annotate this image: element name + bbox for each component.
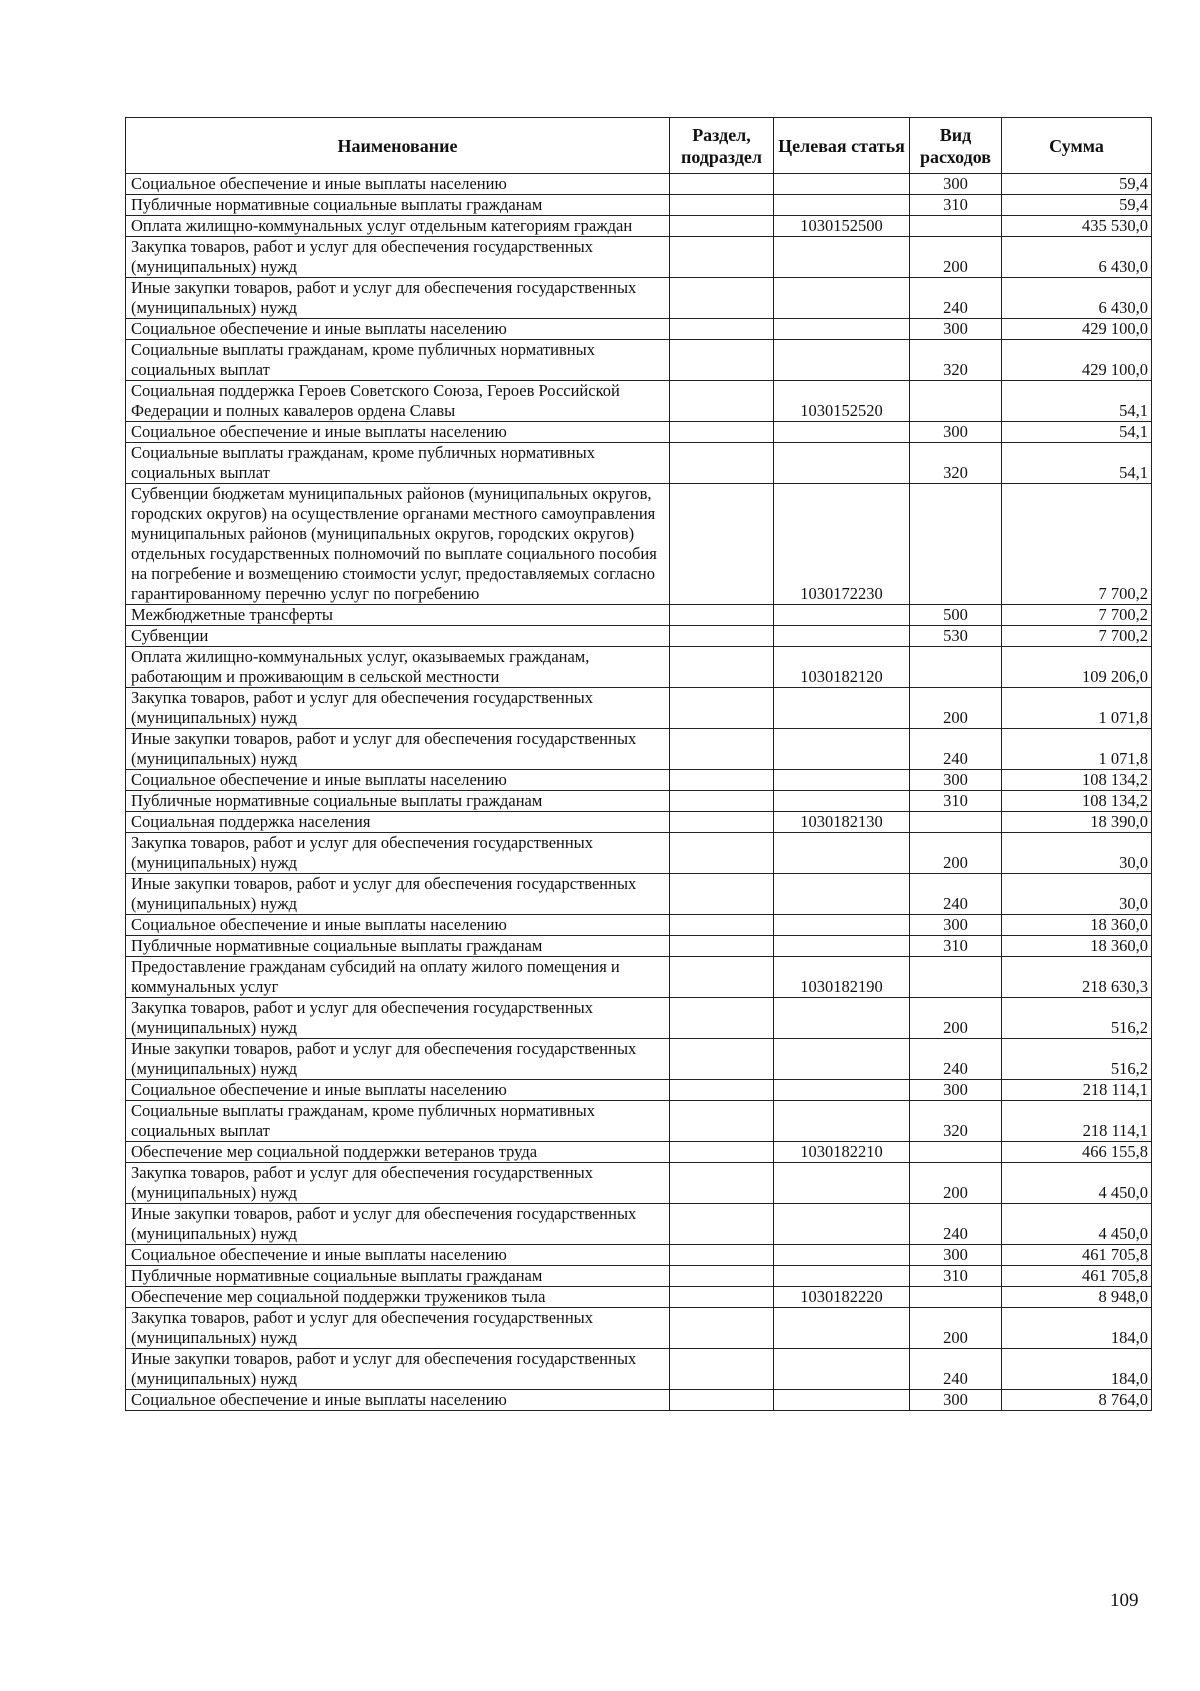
cell-name: Иные закупки товаров, работ и услуг для обеспечения государственных (муниципальных) нужд <box>126 1204 670 1245</box>
cell-vid: 240 <box>910 1039 1002 1080</box>
cell-target <box>774 237 910 278</box>
cell-name: Межбюджетные трансферты <box>126 605 670 626</box>
table-row <box>126 1245 1152 1266</box>
cell-name: Иные закупки товаров, работ и услуг для обеспечения государственных (муниципальных) нужд <box>126 1349 670 1390</box>
table-header <box>126 118 1152 174</box>
cell-razdel <box>670 647 774 688</box>
table-row <box>126 319 1152 340</box>
cell-razdel <box>670 605 774 626</box>
cell-sum: 1 071,8 <box>1002 729 1152 770</box>
cell-vid: 310 <box>910 791 1002 812</box>
cell-razdel <box>670 770 774 791</box>
cell-target <box>774 340 910 381</box>
cell-razdel <box>670 195 774 216</box>
cell-razdel <box>670 381 774 422</box>
cell-vid: 300 <box>910 915 1002 936</box>
cell-sum: 8 764,0 <box>1002 1390 1152 1411</box>
cell-vid: 300 <box>910 1390 1002 1411</box>
cell-vid: 300 <box>910 1245 1002 1266</box>
cell-vid: 200 <box>910 688 1002 729</box>
table-row <box>126 1349 1152 1390</box>
cell-vid: 320 <box>910 340 1002 381</box>
cell-target <box>774 1245 910 1266</box>
cell-razdel <box>670 812 774 833</box>
cell-target <box>774 1308 910 1349</box>
cell-vid: 240 <box>910 1204 1002 1245</box>
cell-sum: 54,1 <box>1002 381 1152 422</box>
cell-name: Обеспечение мер социальной поддержки тружеников тыла <box>126 1287 670 1308</box>
cell-sum: 516,2 <box>1002 998 1152 1039</box>
table-row <box>126 647 1152 688</box>
page-number: 109 <box>1110 1590 1139 1611</box>
cell-target: 1030182220 <box>774 1287 910 1308</box>
cell-target <box>774 1101 910 1142</box>
table-row <box>126 791 1152 812</box>
cell-razdel <box>670 443 774 484</box>
table-row <box>126 237 1152 278</box>
cell-razdel <box>670 1287 774 1308</box>
cell-sum: 218 114,1 <box>1002 1101 1152 1142</box>
table-body <box>126 174 1152 1411</box>
cell-sum: 108 134,2 <box>1002 770 1152 791</box>
cell-vid: 240 <box>910 729 1002 770</box>
cell-razdel <box>670 833 774 874</box>
table-row <box>126 422 1152 443</box>
table-row <box>126 729 1152 770</box>
cell-vid: 300 <box>910 174 1002 195</box>
cell-vid: 200 <box>910 1163 1002 1204</box>
cell-vid: 320 <box>910 1101 1002 1142</box>
cell-name: Субвенции <box>126 626 670 647</box>
header-row <box>126 118 1152 174</box>
cell-vid: 530 <box>910 626 1002 647</box>
cell-vid <box>910 1142 1002 1163</box>
cell-name: Иные закупки товаров, работ и услуг для обеспечения государственных (муниципальных) нужд <box>126 278 670 319</box>
cell-sum: 18 360,0 <box>1002 936 1152 957</box>
cell-vid: 500 <box>910 605 1002 626</box>
cell-razdel <box>670 319 774 340</box>
cell-target <box>774 1266 910 1287</box>
cell-name: Социальные выплаты гражданам, кроме публичных нормативных социальных выплат <box>126 443 670 484</box>
cell-vid: 310 <box>910 936 1002 957</box>
cell-vid <box>910 216 1002 237</box>
table-row <box>126 936 1152 957</box>
cell-name: Оплата жилищно-коммунальных услуг, оказываемых гражданам, работающим и проживающим в сельской местности <box>126 647 670 688</box>
cell-name: Публичные нормативные социальные выплаты гражданам <box>126 791 670 812</box>
header-razdel: Раздел, подраздел <box>670 118 774 174</box>
cell-sum: 184,0 <box>1002 1349 1152 1390</box>
cell-name: Социальное обеспечение и иные выплаты населению <box>126 1390 670 1411</box>
cell-vid: 300 <box>910 422 1002 443</box>
cell-razdel <box>670 1266 774 1287</box>
cell-target <box>774 770 910 791</box>
cell-razdel <box>670 998 774 1039</box>
cell-sum: 7 700,2 <box>1002 605 1152 626</box>
cell-target <box>774 626 910 647</box>
header-target: Целевая статья <box>774 118 910 174</box>
table-row <box>126 278 1152 319</box>
cell-vid <box>910 381 1002 422</box>
cell-vid: 200 <box>910 1308 1002 1349</box>
table-row <box>126 812 1152 833</box>
cell-target <box>774 605 910 626</box>
cell-name: Социальное обеспечение и иные выплаты населению <box>126 174 670 195</box>
cell-name: Социальное обеспечение и иные выплаты населению <box>126 319 670 340</box>
cell-sum: 461 705,8 <box>1002 1245 1152 1266</box>
cell-target <box>774 874 910 915</box>
cell-razdel <box>670 1039 774 1080</box>
table-row <box>126 381 1152 422</box>
cell-target: 1030152520 <box>774 381 910 422</box>
cell-razdel <box>670 791 774 812</box>
table-row <box>126 1390 1152 1411</box>
cell-razdel <box>670 957 774 998</box>
cell-razdel <box>670 1204 774 1245</box>
cell-sum: 218 630,3 <box>1002 957 1152 998</box>
cell-vid <box>910 647 1002 688</box>
cell-razdel <box>670 174 774 195</box>
cell-vid: 240 <box>910 1349 1002 1390</box>
cell-razdel <box>670 422 774 443</box>
cell-name: Социальное обеспечение и иные выплаты населению <box>126 1080 670 1101</box>
cell-razdel <box>670 1080 774 1101</box>
cell-target: 1030182120 <box>774 647 910 688</box>
cell-name: Социальные выплаты гражданам, кроме публичных нормативных социальных выплат <box>126 1101 670 1142</box>
budget-table <box>125 117 1152 1411</box>
cell-name: Оплата жилищно-коммунальных услуг отдельным категориям граждан <box>126 216 670 237</box>
table-row <box>126 1204 1152 1245</box>
cell-sum: 516,2 <box>1002 1039 1152 1080</box>
cell-name: Социальные выплаты гражданам, кроме публичных нормативных социальных выплат <box>126 340 670 381</box>
cell-name: Публичные нормативные социальные выплаты гражданам <box>126 1266 670 1287</box>
cell-vid: 240 <box>910 278 1002 319</box>
cell-target <box>774 1080 910 1101</box>
cell-name: Закупка товаров, работ и услуг для обеспечения государственных (муниципальных) нужд <box>126 1163 670 1204</box>
cell-vid <box>910 957 1002 998</box>
cell-sum: 4 450,0 <box>1002 1204 1152 1245</box>
cell-sum: 54,1 <box>1002 443 1152 484</box>
table-row <box>126 216 1152 237</box>
cell-target <box>774 174 910 195</box>
header-vid: Вид расходов <box>910 118 1002 174</box>
table-row <box>126 1039 1152 1080</box>
cell-name: Предоставление гражданам субсидий на оплату жилого помещения и коммунальных услуг <box>126 957 670 998</box>
cell-name: Социальная поддержка населения <box>126 812 670 833</box>
table-row <box>126 174 1152 195</box>
cell-target <box>774 833 910 874</box>
cell-razdel <box>670 1101 774 1142</box>
cell-sum: 30,0 <box>1002 833 1152 874</box>
cell-target <box>774 422 910 443</box>
cell-vid: 300 <box>910 770 1002 791</box>
cell-vid: 320 <box>910 443 1002 484</box>
cell-razdel <box>670 1142 774 1163</box>
header-sum: Сумма <box>1002 118 1152 174</box>
cell-sum: 109 206,0 <box>1002 647 1152 688</box>
cell-name: Социальное обеспечение и иные выплаты населению <box>126 770 670 791</box>
cell-name: Социальное обеспечение и иные выплаты населению <box>126 422 670 443</box>
table-row <box>126 1287 1152 1308</box>
cell-target <box>774 443 910 484</box>
cell-sum: 54,1 <box>1002 422 1152 443</box>
cell-razdel <box>670 936 774 957</box>
cell-target <box>774 729 910 770</box>
cell-target <box>774 1163 910 1204</box>
cell-name: Закупка товаров, работ и услуг для обеспечения государственных (муниципальных) нужд <box>126 237 670 278</box>
cell-razdel <box>670 278 774 319</box>
cell-razdel <box>670 1349 774 1390</box>
cell-vid <box>910 812 1002 833</box>
cell-target: 1030182210 <box>774 1142 910 1163</box>
cell-name: Социальное обеспечение и иные выплаты населению <box>126 915 670 936</box>
table-row <box>126 1163 1152 1204</box>
table-row <box>126 998 1152 1039</box>
table-row <box>126 874 1152 915</box>
cell-sum: 18 390,0 <box>1002 812 1152 833</box>
cell-sum: 435 530,0 <box>1002 216 1152 237</box>
cell-target <box>774 688 910 729</box>
cell-vid <box>910 1287 1002 1308</box>
table-row <box>126 1080 1152 1101</box>
table-row <box>126 770 1152 791</box>
cell-sum: 429 100,0 <box>1002 340 1152 381</box>
cell-name: Закупка товаров, работ и услуг для обеспечения государственных (муниципальных) нужд <box>126 833 670 874</box>
cell-name: Социальная поддержка Героев Советского Союза, Героев Российской Федерации и полных кавалеров ордена Славы <box>126 381 670 422</box>
cell-razdel <box>670 1390 774 1411</box>
cell-razdel <box>670 688 774 729</box>
table-row <box>126 1101 1152 1142</box>
cell-razdel <box>670 1245 774 1266</box>
cell-razdel <box>670 1308 774 1349</box>
cell-target <box>774 195 910 216</box>
cell-target <box>774 915 910 936</box>
cell-name: Иные закупки товаров, работ и услуг для обеспечения государственных (муниципальных) нужд <box>126 729 670 770</box>
cell-vid: 300 <box>910 1080 1002 1101</box>
cell-vid: 200 <box>910 833 1002 874</box>
cell-target <box>774 1039 910 1080</box>
cell-vid: 240 <box>910 874 1002 915</box>
cell-vid: 200 <box>910 998 1002 1039</box>
cell-target: 1030172230 <box>774 484 910 605</box>
cell-sum: 6 430,0 <box>1002 237 1152 278</box>
cell-target <box>774 1390 910 1411</box>
table-row <box>126 195 1152 216</box>
cell-target <box>774 1349 910 1390</box>
table-row <box>126 340 1152 381</box>
table-row <box>126 626 1152 647</box>
cell-sum: 59,4 <box>1002 195 1152 216</box>
cell-razdel <box>670 237 774 278</box>
table-row <box>126 1266 1152 1287</box>
cell-sum: 184,0 <box>1002 1308 1152 1349</box>
cell-name: Социальное обеспечение и иные выплаты населению <box>126 1245 670 1266</box>
cell-sum: 1 071,8 <box>1002 688 1152 729</box>
cell-vid <box>910 484 1002 605</box>
cell-name: Закупка товаров, работ и услуг для обеспечения государственных (муниципальных) нужд <box>126 688 670 729</box>
cell-sum: 218 114,1 <box>1002 1080 1152 1101</box>
table-row <box>126 605 1152 626</box>
table-row <box>126 1308 1152 1349</box>
table-row <box>126 957 1152 998</box>
cell-sum: 7 700,2 <box>1002 484 1152 605</box>
cell-name: Иные закупки товаров, работ и услуг для обеспечения государственных (муниципальных) нужд <box>126 1039 670 1080</box>
header-name: Наименование <box>126 118 670 174</box>
table-row <box>126 688 1152 729</box>
cell-razdel <box>670 729 774 770</box>
cell-name: Обеспечение мер социальной поддержки ветеранов труда <box>126 1142 670 1163</box>
cell-target <box>774 936 910 957</box>
cell-name: Субвенции бюджетам муниципальных районов (муниципальных округов, городских округов) на осуществление органами местного самоуправления муниципальных районов (муниципальных округов, городских округов) отдельных государственных полномочий по выплате социального пособия на погребение и возмещению стоимости услуг, предоставляемых согласно гарантированному перечню услуг по погребению <box>126 484 670 605</box>
cell-sum: 6 430,0 <box>1002 278 1152 319</box>
cell-target: 1030182130 <box>774 812 910 833</box>
table-row <box>126 1142 1152 1163</box>
cell-name: Публичные нормативные социальные выплаты гражданам <box>126 195 670 216</box>
cell-sum: 429 100,0 <box>1002 319 1152 340</box>
table-row <box>126 915 1152 936</box>
cell-razdel <box>670 1163 774 1204</box>
cell-sum: 59,4 <box>1002 174 1152 195</box>
cell-razdel <box>670 626 774 647</box>
cell-razdel <box>670 340 774 381</box>
table-row <box>126 833 1152 874</box>
cell-sum: 108 134,2 <box>1002 791 1152 812</box>
cell-name: Закупка товаров, работ и услуг для обеспечения государственных (муниципальных) нужд <box>126 1308 670 1349</box>
cell-target <box>774 1204 910 1245</box>
cell-sum: 30,0 <box>1002 874 1152 915</box>
cell-sum: 461 705,8 <box>1002 1266 1152 1287</box>
cell-sum: 466 155,8 <box>1002 1142 1152 1163</box>
table-row <box>126 484 1152 605</box>
cell-vid: 300 <box>910 319 1002 340</box>
cell-sum: 18 360,0 <box>1002 915 1152 936</box>
cell-name: Публичные нормативные социальные выплаты гражданам <box>126 936 670 957</box>
table-row <box>126 443 1152 484</box>
cell-vid: 310 <box>910 1266 1002 1287</box>
cell-target: 1030182190 <box>774 957 910 998</box>
cell-razdel <box>670 915 774 936</box>
cell-sum: 8 948,0 <box>1002 1287 1152 1308</box>
cell-razdel <box>670 484 774 605</box>
cell-name: Иные закупки товаров, работ и услуг для обеспечения государственных (муниципальных) нужд <box>126 874 670 915</box>
cell-vid: 200 <box>910 237 1002 278</box>
cell-razdel <box>670 874 774 915</box>
cell-target: 1030152500 <box>774 216 910 237</box>
cell-target <box>774 791 910 812</box>
cell-target <box>774 998 910 1039</box>
cell-target <box>774 278 910 319</box>
cell-sum: 4 450,0 <box>1002 1163 1152 1204</box>
cell-sum: 7 700,2 <box>1002 626 1152 647</box>
cell-name: Закупка товаров, работ и услуг для обеспечения государственных (муниципальных) нужд <box>126 998 670 1039</box>
cell-razdel <box>670 216 774 237</box>
cell-vid: 310 <box>910 195 1002 216</box>
cell-target <box>774 319 910 340</box>
